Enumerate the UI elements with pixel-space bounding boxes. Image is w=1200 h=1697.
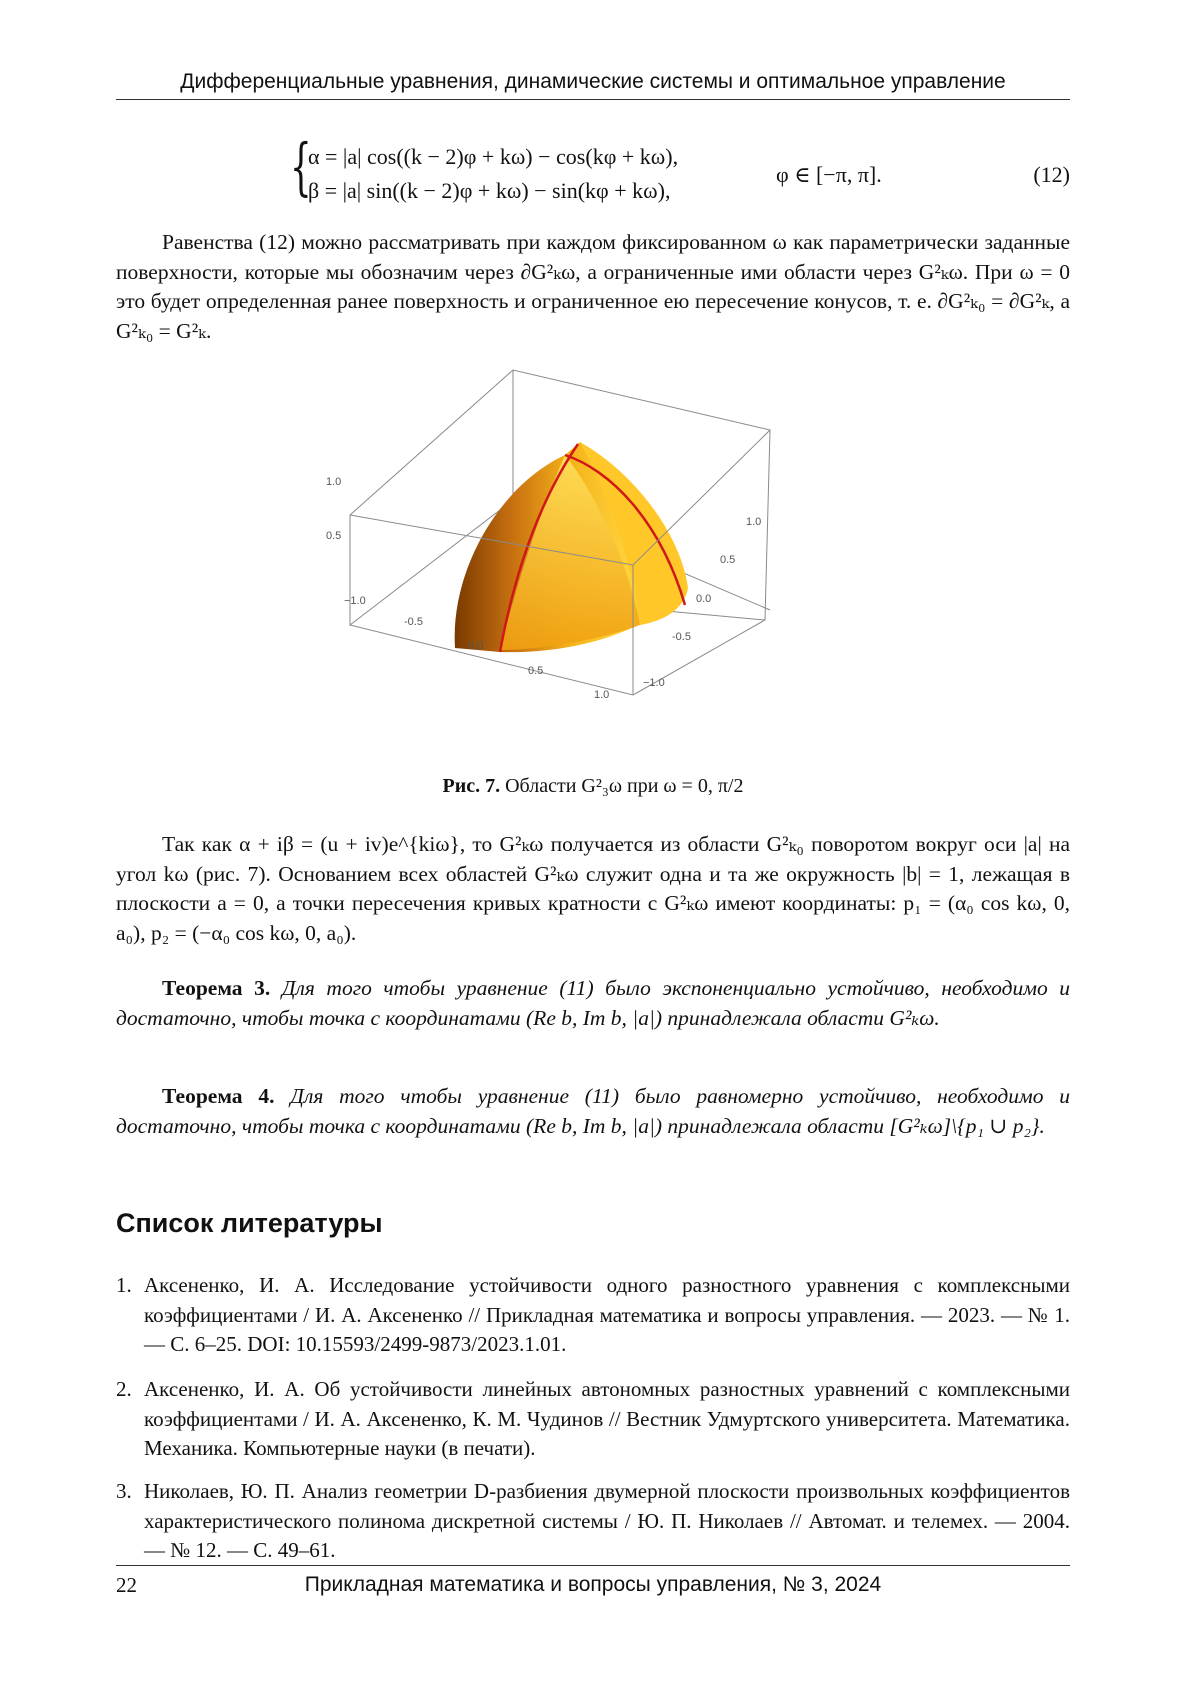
paragraph-rotation: Так как α + iβ = (u + iv)e^{kiω}, то G²ₖω получается из области G²ₖ₀ поворотом вокруг оси |a| на угол kω (рис. 7). Основанием всех областей G²ₖω служит одна и та же окружность |b| = 1, лежащая в плоскости a = 0, а точки пересечения кривых кратности с G²ₖω имеют координаты: p₁ = (α₀ cos kω, 0, a₀), p₂ = (−α₀ cos kω, 0, a₀). xyxy=(116,832,1070,945)
equation-number: (12) xyxy=(1033,162,1070,187)
caption-label: Рис. 7. xyxy=(442,775,501,797)
theorem-4 xyxy=(116,1082,1070,1141)
reference-number: 2. xyxy=(116,1377,132,1401)
equation-domain: φ ∈ [−π, π]. xyxy=(776,162,882,187)
header-rule xyxy=(116,99,1070,100)
equation-line-alpha: α = |a| cos((k − 2)φ + kω) − cos(kφ + kω), xyxy=(308,144,679,169)
x-tick-1: −1.0 xyxy=(344,595,366,607)
reference-item xyxy=(116,1375,1070,1464)
equation-brace: { xyxy=(290,130,312,203)
figure-7-plot xyxy=(326,370,820,770)
y-tick-5: −1.0 xyxy=(643,677,665,689)
reference-item xyxy=(116,1477,1070,1566)
theorem-3-label: Теорема 3. xyxy=(162,976,271,1000)
theorem-3 xyxy=(116,974,1070,1033)
reference-item xyxy=(116,1271,1070,1360)
reference-number: 1. xyxy=(116,1273,132,1297)
theorem-3-text: Для того чтобы уравнение (11) было экспоненциально устойчиво, необходимо и достаточно, чтобы точка с координатами (Re b, Im b, |a|) принадлежала области G²ₖω. xyxy=(116,976,1071,1030)
figure-7-caption xyxy=(116,775,1070,798)
caption-text: Области G²₃ω при ω = 0, π/2 xyxy=(505,775,744,797)
reference-text: Николаев, Ю. П. Анализ геометрии D-разбиения двумерной плоскости произвольных коэффициентов характеристического полинома дискретной системы / Ю. П. Николаев // Автомат. и телемех. — 2004. — № 12. — С. 49–61. xyxy=(144,1479,1070,1562)
equation-12 xyxy=(290,130,1070,212)
theorem-4-label: Теорема 4. xyxy=(162,1084,275,1108)
z-tick-1: 1.0 xyxy=(326,476,342,488)
running-header: Дифференциальные уравнения, динамические системы и оптимальное управление xyxy=(180,70,1006,93)
paragraph-surfaces: Равенства (12) можно рассматривать при каждом фиксированном ω как параметрически заданные поверхности, которые мы обозначим через ∂G²ₖω, а ограниченные ими области через G²ₖω. При ω = 0 это будет определенная ранее поверхность и ограниченное ею пересечение конусов, т. е. ∂G²ₖ₀ = ∂G²ₖ, а G²ₖ₀ = G²ₖ. xyxy=(116,230,1070,343)
z-tick-2: 0.5 xyxy=(326,530,342,542)
y-tick-2: 0.5 xyxy=(720,554,736,566)
references-heading: Список литературы xyxy=(116,1208,383,1238)
y-tick-4: -0.5 xyxy=(672,631,691,643)
reference-text: Аксененко, И. А. Об устойчивости линейных автономных разностных уравнений с комплексными коэффициентами / И. А. Аксененко, К. М. Чудинов // Вестник Удмуртского университета. Математика. Механика. Компьютерные науки (в печати). xyxy=(144,1377,1070,1460)
theorem-4-text: Для того чтобы уравнение (11) было равномерно устойчиво, необходимо и достаточно, чтобы точка с координатами (Re b, Im b, |a|) принадлежала области [G²ₖω]\{p₁ ∪ p₂}. xyxy=(116,1084,1071,1138)
y-tick-3: 0.0 xyxy=(696,593,712,605)
x-tick-4: 0.5 xyxy=(528,665,544,677)
reference-text: Аксененко, И. А. Исследование устойчивости одного разностного уравнения с комплексными коэффициентами / И. А. Аксененко // Прикладная математика и вопросы управления. — 2023. — № 1. — С. 6–25. DOI: 10.15593/2499-9873/2023.1.01. xyxy=(144,1273,1070,1356)
x-tick-5: 1.0 xyxy=(594,689,610,701)
x-tick-2: -0.5 xyxy=(404,616,423,628)
page-number: 22 xyxy=(116,1573,137,1597)
journal-name: Прикладная математика и вопросы управления, № 3, 2024 xyxy=(304,1573,882,1596)
x-tick-3: 0.0 xyxy=(468,640,484,652)
y-tick-1: 1.0 xyxy=(746,516,762,528)
reference-number: 3. xyxy=(116,1479,132,1503)
footer-rule xyxy=(116,1565,1070,1566)
equation-line-beta: β = |a| sin((k − 2)φ + kω) − sin(kφ + kω), xyxy=(308,178,671,203)
